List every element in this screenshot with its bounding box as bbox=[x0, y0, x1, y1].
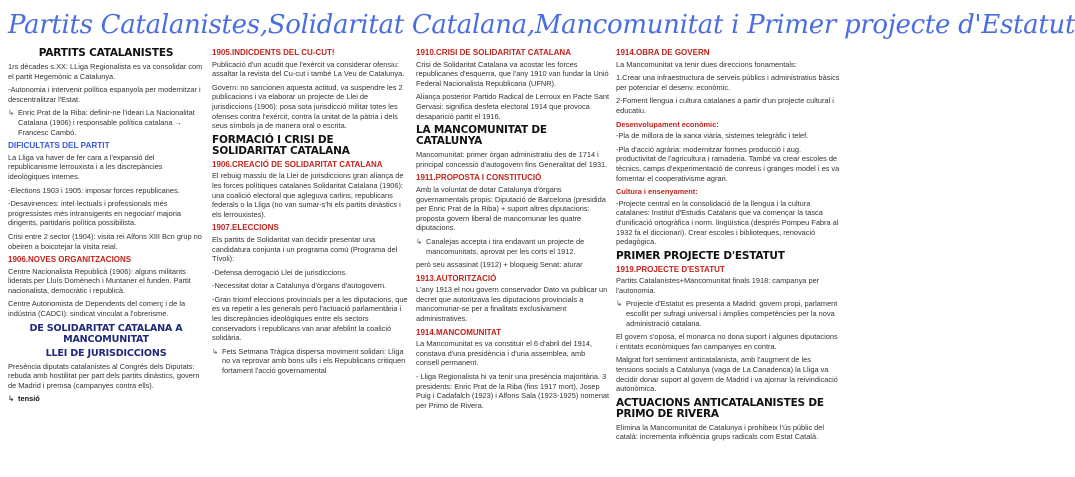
heading-1906-noves: 1906.NOVES ORGANITZACIONS bbox=[8, 255, 132, 265]
column-1 bbox=[8, 46, 204, 408]
heading-dificultats: DIFICULTATS DEL PARTIT bbox=[8, 141, 110, 151]
paragraph: Publicació d'un acudit que l'exèrcit va considerar ofensiu: assaltar la revista del Cu-cut i també La Veu de Catalunya. bbox=[212, 59, 405, 79]
paragraph: ↳ tensió bbox=[8, 394, 204, 404]
paragraph: ↳ Canalejas accepta i tira endavant un projecte de mancomunitats, aprovat per les corts el 1912. bbox=[416, 237, 610, 256]
paragraph: La Mancomunitat va tenir dues direccions fonamentals: bbox=[616, 59, 797, 69]
paragraph: ↳ Fets Setmana Tràgica dispersa moviment solidari: Lliga no va reprovar amb bons ulls i els Republicans critiquen fortament l'acció governamental bbox=[212, 347, 408, 376]
paragraph: Presència diputats catalanistes al Congrés dels Diputats: rebuda amb hostilitat per part dels partits dinàstics, govern de Madrid i premsa (campanyes contra ells). bbox=[8, 361, 200, 390]
paragraph: Aliança posterior Partido Radical de Lerroux en Pacte Sant Gervasi: significa desfeta electoral 1914 que provoca desaparició partit el 1916. bbox=[416, 92, 610, 121]
paragraph: Elimina la Mancomunitat de Catalunya i prohibeix l'ús públic del català: incrementa influència grups radicals com Estat Català. bbox=[616, 422, 825, 442]
paragraph: 1rs dècades s.XX: LLiga Regionalista es va consolidar com el partit Hegemònic a Catalunya. bbox=[8, 62, 203, 81]
paragraph: La Lliga va haver de fer cara a l'expansió del republicanisme lerrouxista i a les discrepàncies ideològiques internes. bbox=[8, 152, 163, 181]
column-2 bbox=[212, 46, 408, 380]
paragraph: La Mancomunitat es va constituir el 6 d'abril del 1914, constava d'una presidència i d'una assemblea, amb consell permanent. bbox=[416, 339, 593, 368]
paragraph: Govern: no sancionen aquesta actitud, va suspendre les 2 publicacions i va elaborar un projecte de Llei de jurisdiccions (1906): posa sota jurisdicció militar totes les ofenses contra l'exèrcit, contra la unitat de la pàtria i dels seus símbols ja de manera oral o escrita. bbox=[212, 82, 403, 131]
heading-1911-proposta: 1911.PROPOSTA I CONSTITUCIÓ bbox=[416, 173, 542, 183]
paragraph: -Pla de millora de la xarxa viària, sistemes telegràfic i telef. bbox=[616, 131, 809, 141]
paragraph: -Projecte central en la consolidació de la llengua i la cultura catalanes: Institut d'Estudis Catalans que va començar la tasca d'unificació ortogràfica i norm. lingüística (després Pompeu Fabra al 1932 fa el diccionari). Crear escoles i biblioteques, renovació pedagògica. bbox=[616, 198, 839, 247]
paragraph: Partits Catalanistes+Mancomunitat finals 1918: campanya per l'autonomia. bbox=[616, 276, 820, 295]
paragraph: -Gran triomf eleccions provincials per a les diputacions, que es va repetir a les generals però l'actuació parlamentària i les discrepàncies ideològiques entre els sectors conservadors i republicans van anar afeblint la coalició solidària. bbox=[212, 294, 408, 343]
paragraph: Amb la voluntat de dotar Catalunya d'òrgans governamentals propis: Diputació de Barcelona (presidida per Enric Prat de la Riba) + suport altres diputacions: proposta govern liberal de mancomunar les quatre diputacions. bbox=[416, 184, 606, 233]
heading-1906-creacio: 1906.CREACIÓ DE SOLIDARITAT CATALANA bbox=[212, 159, 383, 169]
heading-formacio-crisi: FORMACIÓ I CRISI DE SOLIDARITAT CATALANA bbox=[212, 133, 350, 157]
heading-1910-crisi: 1910.CRISI DE SOLIDARITAT CATALANA bbox=[416, 48, 571, 57]
paragraph: -Autonomia i intervenir política espanyola per modernitzar i descentralitzar l'Estat. bbox=[8, 85, 201, 104]
heading-1905-cucut: 1905.INDICDENTS DEL CU-CUT! bbox=[212, 48, 335, 57]
paragraph: ↳ Projecte d'Estatut es presenta a Madrid: govern propi, parlament escollit per sufragi universal i àmplies competències per la nova administració catalana. bbox=[616, 299, 840, 328]
paragraph: però seu assasinat (1912) + bloqueig Senat: aturar bbox=[416, 260, 583, 270]
page-title: Partits Catalanistes,Solidaritat Catalana,Mancomunitat i Primer projecte d'Estatut bbox=[8, 10, 1075, 40]
heading-llei-jurisdiccions: LLEI DE JURISDICCIONS bbox=[45, 347, 167, 359]
paragraph: 2-Foment llengua i cultura catalanes a partir d'un projecte cultural i educatiu. bbox=[616, 96, 834, 115]
paragraph: -Elections 1903 i 1905: imposar forces republicanes. bbox=[8, 185, 180, 195]
column-4 bbox=[616, 46, 840, 446]
paragraph: El rebuig massiu de la Llei de jurisdiccions gran aliança de les forces polítiques catalanes Solidaritat Catalana (1906): una coalició electoral que agleguva carlins, republicans federals o la Lliga (no van sumar-s'hi els partits dinàstics i els lerrouxistes). bbox=[212, 171, 404, 219]
paragraph: L'any 1913 el nou govern conservador Dato va publicar un decret que autoritzava les diputacions provincials a mancomunar-se per a finalitats exclusivament administratives. bbox=[416, 285, 608, 324]
paragraph: ↳ Enric Prat de la Riba: definir-ne l'ideari La Nacionalitat Catalana (1906) i responsable política catalana → Francesc Cambó. bbox=[8, 108, 204, 137]
paragraph: 1.Crear una infraestructura de serveis públics i administratius bàsics per potenciar el desenv. econòmic. bbox=[616, 73, 840, 92]
heading-cultura: Cultura i ensenyament: bbox=[616, 187, 698, 197]
heading-1907-eleccions: 1907.ELECCIONS bbox=[212, 223, 279, 233]
paragraph: -Defensa derrogació Llei de jurisdiccions. bbox=[212, 267, 348, 277]
heading-1914-obra: 1914.OBRA DE GOVERN bbox=[616, 48, 710, 57]
heading-1913-autoritzacio: 1913.AUTORITZACIÓ bbox=[416, 273, 497, 283]
heading-1919-projecte: 1919.PROJECTE D'ESTATUT bbox=[616, 264, 725, 274]
paragraph: Centre Nacionalista Republicà (1906): alguns militants liderats per Lluís Domènech i Muntaner el funden. Partit nacionalista, democràtic i republicà. bbox=[8, 266, 191, 295]
heading-mancomunitat: LA MANCOMUNITAT DE CATALUNYA bbox=[416, 124, 547, 148]
paragraph: -Necessitat dotar a Catalunya d'òrgans d'autogovern. bbox=[212, 281, 387, 291]
paragraph: El govern s'oposa, el monarca no dona suport i algunes diputacions i entitats econòmiques fan campanyes en contra. bbox=[616, 332, 838, 351]
heading-actuacions: ACTUACIONS ANTICATALANISTES DE PRIMO DE RIVERA bbox=[616, 396, 824, 420]
heading-partits-catalanistes: PARTITS CATALANISTES bbox=[38, 47, 174, 59]
paragraph: Crisi de Solidaritat Catalana va acostar les forces republicanes d'esquerra, que l'any 1910 van fundar la Unió Federal Nacionalista Republicana (UFNR). bbox=[416, 59, 609, 88]
heading-desenvolupament: Desenvolupament econòmic: bbox=[616, 119, 719, 129]
heading-solidaritat-mancomunitat: DE SOLIDARITAT CATALANA A MANCOMUNITAT bbox=[29, 322, 183, 345]
heading-primer-projecte: PRIMER PROJECTE D'ESTATUT bbox=[616, 249, 785, 262]
column-3 bbox=[416, 46, 610, 414]
paragraph: Els partits de Solidaritat van decidir presentar una candidatura conjunta i un programa comú (Programa del Tívoli): bbox=[212, 234, 398, 264]
paragraph: Mancomunitat: primer òrgan administratiu des de 1714 i principal concessió d'autogovern fins Generalitat del 1931. bbox=[416, 150, 608, 169]
paragraph: Centre Autonomista de Dependents del comerç i de la indústria (CADCI): sindicat vinculat a l'obrerisme. bbox=[8, 299, 186, 319]
paragraph: Crisi entre 2 sector (1904): visita rei Alfons XIII Bcn grup no obeiren a boicotejar la visita reial. bbox=[8, 231, 202, 251]
heading-1914-mancomunitat: 1914.MANCOMUNITAT bbox=[416, 327, 502, 337]
paragraph: - Lliga Regionalista hi va tenir una presència majoritària. 3 presidents: Enric Prat de la Riba (fins 1917 mort), Josep Puig i Cadafalch (1923) i Alfons Sala (1923-1925) nomenat per Primo de Rivera. bbox=[416, 372, 610, 410]
paragraph: -Desavinences: intel·lectuals i professionals més progressistes més intransigents en negociar/ majoria dirigents, partidaris política possibilista. bbox=[8, 199, 181, 228]
paragraph: -Pla d'acció agrària: modernitzar formes producció i aug. productivitat de l'agricultura i ramaderia. També va crear escoles de tècnics, camps d'experimentació de conreus i granges model i es va fomentar el cooperativisme agrari. bbox=[616, 144, 840, 183]
paragraph: Malgrat fort sentiment anticatalanista, amb l'augment de les tensions socials a Catalunya (vaga de La Canadenca) la Lliga va decidir donar suport al govern de Madrid i va ajornar la reivindicació autonòmica. bbox=[616, 355, 838, 394]
